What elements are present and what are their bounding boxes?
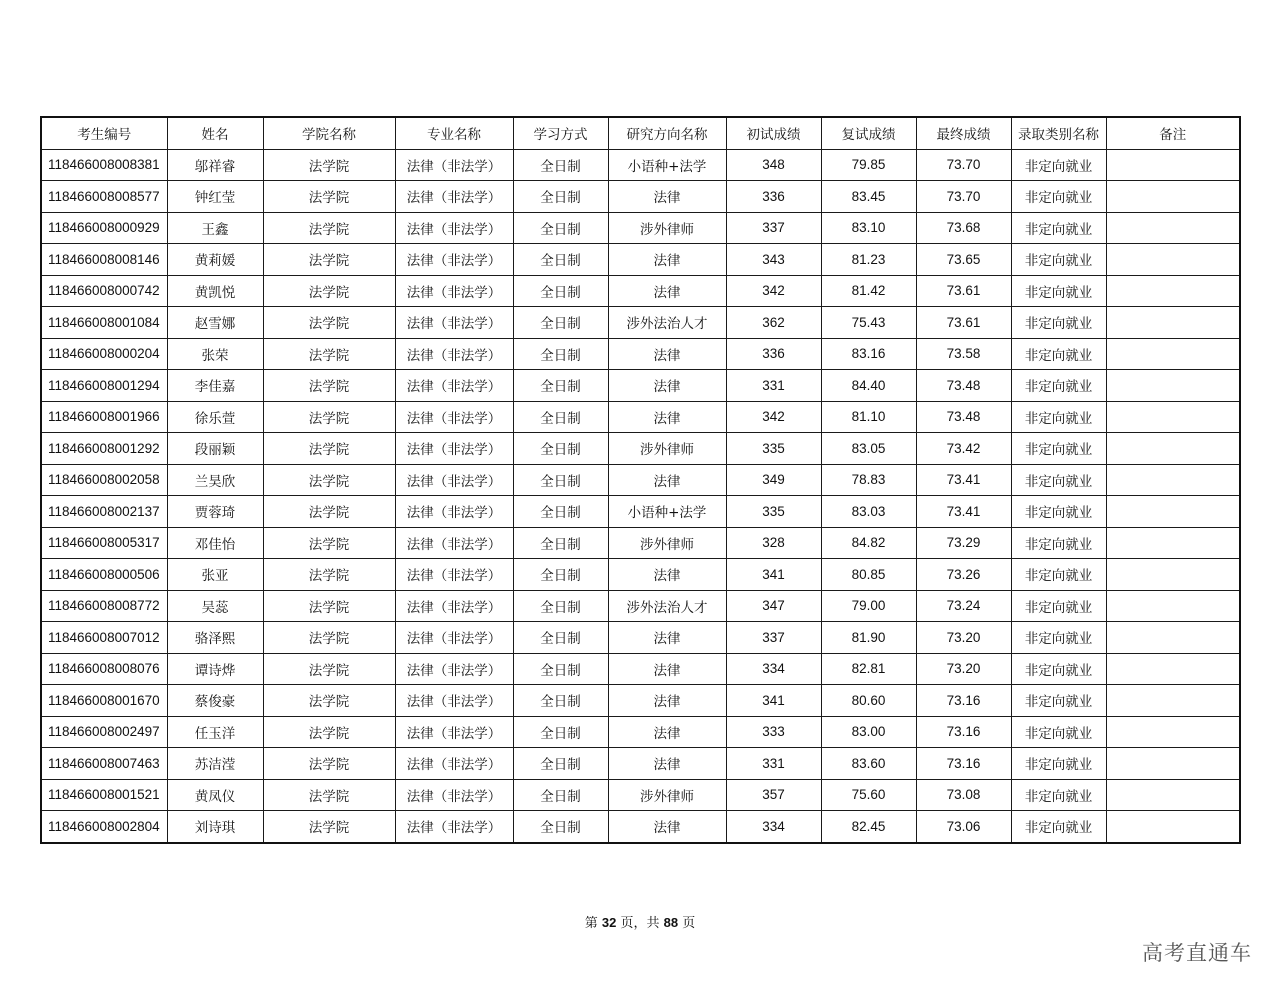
total-page-number: 88	[663, 915, 679, 930]
cell-initial-score: 334	[726, 811, 821, 843]
header-row	[41, 117, 1240, 149]
cell-initial-score: 334	[726, 653, 821, 685]
cell-candidate-id: 118466008001966	[41, 401, 167, 433]
table-row	[41, 527, 1240, 559]
footer-middle: 页，共	[620, 916, 660, 931]
cell-major: 法律（非法学）	[395, 433, 513, 465]
cell-initial-score: 337	[726, 622, 821, 654]
cell-major: 法律（非法学）	[395, 590, 513, 622]
cell-remarks	[1106, 716, 1240, 748]
cell-initial-score: 362	[726, 307, 821, 339]
column-header: 考生编号	[41, 117, 167, 149]
cell-major: 法律（非法学）	[395, 464, 513, 496]
table-row	[41, 181, 1240, 213]
column-header: 学院名称	[263, 117, 395, 149]
cell-candidate-id: 118466008008076	[41, 653, 167, 685]
table-row	[41, 496, 1240, 528]
cell-major: 法律（非法学）	[395, 716, 513, 748]
cell-initial-score: 333	[726, 716, 821, 748]
cell-retest-score: 82.45	[821, 811, 916, 843]
cell-college: 法学院	[263, 653, 395, 685]
cell-research-direction: 法律	[608, 811, 726, 843]
cell-remarks	[1106, 464, 1240, 496]
table-row	[41, 307, 1240, 339]
cell-retest-score: 83.60	[821, 748, 916, 780]
cell-research-direction: 涉外律师	[608, 779, 726, 811]
cell-initial-score: 341	[726, 685, 821, 717]
cell-retest-score: 81.23	[821, 244, 916, 276]
cell-retest-score: 79.00	[821, 590, 916, 622]
cell-initial-score: 337	[726, 212, 821, 244]
table-row	[41, 811, 1240, 843]
cell-candidate-id: 118466008002137	[41, 496, 167, 528]
cell-name: 张亚	[167, 559, 263, 591]
cell-final-score: 73.48	[916, 370, 1011, 402]
cell-admission-category: 非定向就业	[1011, 527, 1106, 559]
cell-retest-score: 78.83	[821, 464, 916, 496]
cell-major: 法律（非法学）	[395, 338, 513, 370]
cell-research-direction: 涉外律师	[608, 527, 726, 559]
cell-name: 王鑫	[167, 212, 263, 244]
footer-suffix: 页	[682, 916, 696, 931]
cell-candidate-id: 118466008008577	[41, 181, 167, 213]
cell-candidate-id: 118466008001521	[41, 779, 167, 811]
cell-candidate-id: 118466008000742	[41, 275, 167, 307]
cell-admission-category: 非定向就业	[1011, 716, 1106, 748]
cell-final-score: 73.16	[916, 748, 1011, 780]
cell-name: 任玉洋	[167, 716, 263, 748]
cell-name: 苏洁滢	[167, 748, 263, 780]
cell-final-score: 73.41	[916, 496, 1011, 528]
cell-college: 法学院	[263, 307, 395, 339]
cell-final-score: 73.42	[916, 433, 1011, 465]
cell-admission-category: 非定向就业	[1011, 748, 1106, 780]
cell-research-direction: 法律	[608, 464, 726, 496]
cell-research-direction: 涉外法治人才	[608, 307, 726, 339]
cell-major: 法律（非法学）	[395, 653, 513, 685]
cell-name: 钟红莹	[167, 181, 263, 213]
cell-college: 法学院	[263, 401, 395, 433]
cell-study-mode: 全日制	[513, 811, 608, 843]
cell-retest-score: 84.40	[821, 370, 916, 402]
cell-remarks	[1106, 212, 1240, 244]
table-row	[41, 244, 1240, 276]
column-header: 复试成绩	[821, 117, 916, 149]
cell-final-score: 73.41	[916, 464, 1011, 496]
cell-candidate-id: 118466008001294	[41, 370, 167, 402]
cell-research-direction: 法律	[608, 244, 726, 276]
cell-admission-category: 非定向就业	[1011, 275, 1106, 307]
cell-study-mode: 全日制	[513, 433, 608, 465]
cell-initial-score: 336	[726, 181, 821, 213]
cell-candidate-id: 118466008001084	[41, 307, 167, 339]
cell-final-score: 73.16	[916, 685, 1011, 717]
cell-college: 法学院	[263, 496, 395, 528]
cell-college: 法学院	[263, 181, 395, 213]
cell-research-direction: 小语种+法学	[608, 496, 726, 528]
table-row	[41, 149, 1240, 181]
cell-initial-score: 357	[726, 779, 821, 811]
table-row	[41, 433, 1240, 465]
cell-candidate-id: 118466008007012	[41, 622, 167, 654]
admission-table	[40, 116, 1241, 844]
column-header: 姓名	[167, 117, 263, 149]
cell-admission-category: 非定向就业	[1011, 181, 1106, 213]
table-row	[41, 212, 1240, 244]
cell-final-score: 73.61	[916, 275, 1011, 307]
cell-name: 谭诗烨	[167, 653, 263, 685]
cell-final-score: 73.26	[916, 559, 1011, 591]
table-row	[41, 590, 1240, 622]
cell-major: 法律（非法学）	[395, 244, 513, 276]
cell-research-direction: 法律	[608, 716, 726, 748]
cell-candidate-id: 118466008008146	[41, 244, 167, 276]
cell-research-direction: 法律	[608, 685, 726, 717]
cell-study-mode: 全日制	[513, 307, 608, 339]
cell-college: 法学院	[263, 244, 395, 276]
cell-name: 赵雪娜	[167, 307, 263, 339]
table-row	[41, 748, 1240, 780]
cell-name: 邓佳怡	[167, 527, 263, 559]
cell-retest-score: 75.43	[821, 307, 916, 339]
cell-final-score: 73.29	[916, 527, 1011, 559]
cell-major: 法律（非法学）	[395, 401, 513, 433]
cell-initial-score: 342	[726, 275, 821, 307]
column-header: 备注	[1106, 117, 1240, 149]
cell-retest-score: 81.42	[821, 275, 916, 307]
cell-college: 法学院	[263, 149, 395, 181]
cell-college: 法学院	[263, 338, 395, 370]
cell-remarks	[1106, 653, 1240, 685]
cell-study-mode: 全日制	[513, 464, 608, 496]
cell-admission-category: 非定向就业	[1011, 559, 1106, 591]
cell-research-direction: 法律	[608, 275, 726, 307]
cell-study-mode: 全日制	[513, 622, 608, 654]
page-footer	[0, 912, 1280, 931]
cell-remarks	[1106, 275, 1240, 307]
admission-table-container	[40, 116, 1239, 844]
cell-retest-score: 83.05	[821, 433, 916, 465]
cell-name: 兰昊欣	[167, 464, 263, 496]
cell-college: 法学院	[263, 716, 395, 748]
table-row	[41, 370, 1240, 402]
cell-admission-category: 非定向就业	[1011, 811, 1106, 843]
cell-final-score: 73.65	[916, 244, 1011, 276]
cell-remarks	[1106, 496, 1240, 528]
cell-name: 贾蓉琦	[167, 496, 263, 528]
cell-initial-score: 328	[726, 527, 821, 559]
cell-candidate-id: 118466008001292	[41, 433, 167, 465]
table-header	[41, 117, 1240, 149]
table-row	[41, 716, 1240, 748]
cell-major: 法律（非法学）	[395, 622, 513, 654]
column-header: 录取类别名称	[1011, 117, 1106, 149]
cell-research-direction: 法律	[608, 559, 726, 591]
cell-initial-score: 342	[726, 401, 821, 433]
cell-admission-category: 非定向就业	[1011, 370, 1106, 402]
cell-research-direction: 涉外律师	[608, 212, 726, 244]
table-row	[41, 338, 1240, 370]
cell-major: 法律（非法学）	[395, 811, 513, 843]
cell-final-score: 73.20	[916, 653, 1011, 685]
cell-admission-category: 非定向就业	[1011, 685, 1106, 717]
cell-admission-category: 非定向就业	[1011, 653, 1106, 685]
cell-college: 法学院	[263, 622, 395, 654]
cell-college: 法学院	[263, 748, 395, 780]
cell-study-mode: 全日制	[513, 590, 608, 622]
cell-retest-score: 81.90	[821, 622, 916, 654]
cell-research-direction: 法律	[608, 653, 726, 685]
table-row	[41, 275, 1240, 307]
table-body	[41, 149, 1240, 843]
cell-research-direction: 法律	[608, 622, 726, 654]
cell-name: 刘诗琪	[167, 811, 263, 843]
cell-major: 法律（非法学）	[395, 212, 513, 244]
cell-study-mode: 全日制	[513, 401, 608, 433]
cell-admission-category: 非定向就业	[1011, 244, 1106, 276]
cell-retest-score: 75.60	[821, 779, 916, 811]
cell-major: 法律（非法学）	[395, 559, 513, 591]
cell-research-direction: 小语种+法学	[608, 149, 726, 181]
cell-research-direction: 法律	[608, 181, 726, 213]
cell-remarks	[1106, 149, 1240, 181]
cell-major: 法律（非法学）	[395, 779, 513, 811]
table-row	[41, 464, 1240, 496]
cell-admission-category: 非定向就业	[1011, 590, 1106, 622]
column-header: 学习方式	[513, 117, 608, 149]
cell-name: 张荣	[167, 338, 263, 370]
cell-name: 蔡俊豪	[167, 685, 263, 717]
table-row	[41, 779, 1240, 811]
cell-candidate-id: 118466008008381	[41, 149, 167, 181]
cell-final-score: 73.20	[916, 622, 1011, 654]
table-row	[41, 685, 1240, 717]
cell-research-direction: 法律	[608, 338, 726, 370]
cell-name: 段丽颖	[167, 433, 263, 465]
cell-candidate-id: 118466008000204	[41, 338, 167, 370]
cell-candidate-id: 118466008002804	[41, 811, 167, 843]
cell-study-mode: 全日制	[513, 779, 608, 811]
cell-research-direction: 涉外律师	[608, 433, 726, 465]
cell-research-direction: 法律	[608, 401, 726, 433]
cell-final-score: 73.06	[916, 811, 1011, 843]
cell-admission-category: 非定向就业	[1011, 212, 1106, 244]
column-header: 最终成绩	[916, 117, 1011, 149]
cell-research-direction: 涉外法治人才	[608, 590, 726, 622]
cell-retest-score: 83.45	[821, 181, 916, 213]
cell-candidate-id: 118466008000929	[41, 212, 167, 244]
cell-final-score: 73.70	[916, 181, 1011, 213]
cell-major: 法律（非法学）	[395, 149, 513, 181]
cell-retest-score: 80.85	[821, 559, 916, 591]
cell-retest-score: 83.10	[821, 212, 916, 244]
cell-final-score: 73.48	[916, 401, 1011, 433]
cell-remarks	[1106, 370, 1240, 402]
table-row	[41, 653, 1240, 685]
cell-study-mode: 全日制	[513, 716, 608, 748]
current-page-number: 32	[601, 915, 617, 930]
cell-study-mode: 全日制	[513, 685, 608, 717]
cell-name: 骆泽熙	[167, 622, 263, 654]
cell-remarks	[1106, 622, 1240, 654]
cell-research-direction: 法律	[608, 748, 726, 780]
cell-major: 法律（非法学）	[395, 685, 513, 717]
cell-admission-category: 非定向就业	[1011, 433, 1106, 465]
cell-initial-score: 349	[726, 464, 821, 496]
cell-remarks	[1106, 811, 1240, 843]
cell-retest-score: 83.16	[821, 338, 916, 370]
cell-study-mode: 全日制	[513, 338, 608, 370]
cell-retest-score: 82.81	[821, 653, 916, 685]
cell-admission-category: 非定向就业	[1011, 307, 1106, 339]
cell-retest-score: 80.60	[821, 685, 916, 717]
cell-initial-score: 347	[726, 590, 821, 622]
cell-candidate-id: 118466008005317	[41, 527, 167, 559]
cell-remarks	[1106, 590, 1240, 622]
cell-remarks	[1106, 527, 1240, 559]
cell-college: 法学院	[263, 779, 395, 811]
cell-study-mode: 全日制	[513, 181, 608, 213]
cell-retest-score: 81.10	[821, 401, 916, 433]
column-header: 初试成绩	[726, 117, 821, 149]
cell-major: 法律（非法学）	[395, 275, 513, 307]
cell-initial-score: 341	[726, 559, 821, 591]
column-header: 专业名称	[395, 117, 513, 149]
cell-college: 法学院	[263, 370, 395, 402]
cell-admission-category: 非定向就业	[1011, 464, 1106, 496]
cell-study-mode: 全日制	[513, 748, 608, 780]
cell-study-mode: 全日制	[513, 370, 608, 402]
cell-candidate-id: 118466008002497	[41, 716, 167, 748]
cell-final-score: 73.24	[916, 590, 1011, 622]
cell-major: 法律（非法学）	[395, 307, 513, 339]
cell-initial-score: 331	[726, 748, 821, 780]
cell-research-direction: 法律	[608, 370, 726, 402]
cell-name: 黄凤仪	[167, 779, 263, 811]
cell-initial-score: 348	[726, 149, 821, 181]
table-row	[41, 559, 1240, 591]
cell-major: 法律（非法学）	[395, 527, 513, 559]
cell-name: 徐乐萱	[167, 401, 263, 433]
cell-remarks	[1106, 685, 1240, 717]
cell-retest-score: 83.00	[821, 716, 916, 748]
cell-initial-score: 335	[726, 433, 821, 465]
cell-study-mode: 全日制	[513, 149, 608, 181]
cell-college: 法学院	[263, 464, 395, 496]
cell-name: 李佳嘉	[167, 370, 263, 402]
cell-initial-score: 335	[726, 496, 821, 528]
cell-study-mode: 全日制	[513, 527, 608, 559]
cell-admission-category: 非定向就业	[1011, 496, 1106, 528]
cell-remarks	[1106, 748, 1240, 780]
cell-name: 黄莉媛	[167, 244, 263, 276]
cell-initial-score: 343	[726, 244, 821, 276]
cell-college: 法学院	[263, 590, 395, 622]
cell-admission-category: 非定向就业	[1011, 149, 1106, 181]
column-header: 研究方向名称	[608, 117, 726, 149]
cell-college: 法学院	[263, 685, 395, 717]
cell-retest-score: 79.85	[821, 149, 916, 181]
cell-name: 邬祥睿	[167, 149, 263, 181]
cell-admission-category: 非定向就业	[1011, 338, 1106, 370]
cell-study-mode: 全日制	[513, 496, 608, 528]
table-row	[41, 401, 1240, 433]
table-row	[41, 622, 1240, 654]
cell-study-mode: 全日制	[513, 559, 608, 591]
cell-college: 法学院	[263, 527, 395, 559]
cell-remarks	[1106, 244, 1240, 276]
cell-remarks	[1106, 181, 1240, 213]
cell-admission-category: 非定向就业	[1011, 401, 1106, 433]
cell-admission-category: 非定向就业	[1011, 622, 1106, 654]
cell-major: 法律（非法学）	[395, 181, 513, 213]
cell-remarks	[1106, 338, 1240, 370]
cell-major: 法律（非法学）	[395, 748, 513, 780]
cell-candidate-id: 118466008007463	[41, 748, 167, 780]
cell-study-mode: 全日制	[513, 653, 608, 685]
cell-study-mode: 全日制	[513, 212, 608, 244]
cell-final-score: 73.61	[916, 307, 1011, 339]
cell-retest-score: 84.82	[821, 527, 916, 559]
watermark-text: 高考直通车	[1142, 941, 1252, 965]
cell-final-score: 73.58	[916, 338, 1011, 370]
cell-major: 法律（非法学）	[395, 496, 513, 528]
cell-final-score: 73.08	[916, 779, 1011, 811]
cell-candidate-id: 118466008001670	[41, 685, 167, 717]
cell-initial-score: 336	[726, 338, 821, 370]
cell-final-score: 73.16	[916, 716, 1011, 748]
cell-college: 法学院	[263, 811, 395, 843]
cell-remarks	[1106, 401, 1240, 433]
cell-initial-score: 331	[726, 370, 821, 402]
cell-remarks	[1106, 433, 1240, 465]
cell-study-mode: 全日制	[513, 244, 608, 276]
cell-remarks	[1106, 307, 1240, 339]
cell-name: 吴蕊	[167, 590, 263, 622]
cell-remarks	[1106, 559, 1240, 591]
cell-admission-category: 非定向就业	[1011, 779, 1106, 811]
cell-final-score: 73.70	[916, 149, 1011, 181]
cell-college: 法学院	[263, 275, 395, 307]
cell-name: 黄凯悦	[167, 275, 263, 307]
cell-candidate-id: 118466008002058	[41, 464, 167, 496]
cell-college: 法学院	[263, 559, 395, 591]
cell-college: 法学院	[263, 433, 395, 465]
cell-final-score: 73.68	[916, 212, 1011, 244]
cell-remarks	[1106, 779, 1240, 811]
cell-college: 法学院	[263, 212, 395, 244]
cell-major: 法律（非法学）	[395, 370, 513, 402]
footer-prefix: 第	[584, 916, 598, 931]
cell-candidate-id: 118466008000506	[41, 559, 167, 591]
cell-study-mode: 全日制	[513, 275, 608, 307]
cell-candidate-id: 118466008008772	[41, 590, 167, 622]
cell-retest-score: 83.03	[821, 496, 916, 528]
